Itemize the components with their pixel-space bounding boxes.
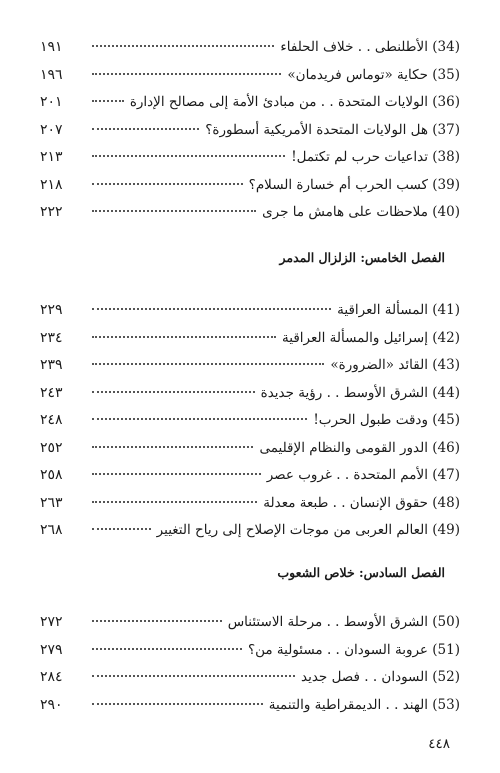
page-number: ٢٨٤ <box>40 669 63 685</box>
toc-section-top <box>40 34 460 227</box>
page-number: ٢٥٢ <box>40 439 63 456</box>
toc-entry[interactable] <box>40 517 460 545</box>
page-number: ٢١٨ <box>40 176 63 193</box>
leader-dots <box>92 154 285 157</box>
leader-dots <box>92 472 261 475</box>
entry-title: (39) كسب الحرب أم خسارة السلام؟ <box>248 176 460 193</box>
toc-entry[interactable] <box>40 117 460 145</box>
toc-entry[interactable] <box>40 297 460 325</box>
toc-entry[interactable] <box>40 144 460 172</box>
entry-title: (36) الولايات المتحدة . . من مبادئ الأمة إلى مصالح الإدارة <box>129 94 460 110</box>
leader-dots <box>92 307 331 310</box>
toc-entry[interactable] <box>40 62 460 90</box>
toc-section-chapter6 <box>40 609 460 719</box>
entry-title: (53) الهند . . الديمقراطية والتنمية <box>268 696 460 713</box>
entry-title: (52) السودان . . فصل جديد <box>301 669 460 685</box>
page-number: ٢٣٩ <box>40 357 63 373</box>
page-number: ٢٠٧ <box>40 121 63 138</box>
page-number: ٢٢٩ <box>40 302 63 318</box>
page-number: ٢٩٠ <box>40 696 63 713</box>
toc-entry[interactable] <box>40 692 460 720</box>
toc-entry[interactable] <box>40 435 460 463</box>
page-number: ٢٧٩ <box>40 641 63 658</box>
entry-title: (38) تداعيات حرب لم تكتمل! <box>291 149 460 165</box>
toc-entry[interactable] <box>40 637 460 665</box>
leader-dots <box>92 99 124 102</box>
leader-dots <box>92 362 324 365</box>
page-number: ٢١٣ <box>40 149 63 165</box>
leader-dots <box>92 619 222 622</box>
entry-title: (49) العالم العربى من موجات الإصلاح إلى رياح التغيير <box>156 522 460 538</box>
entry-title: (37) هل الولايات المتحدة الأمريكية أسطورة؟ <box>205 121 460 138</box>
leader-dots <box>92 527 151 530</box>
chapter-heading: الفصل السادس: خلاص الشعوب <box>277 565 445 580</box>
leader-dots <box>92 647 242 650</box>
toc-entry[interactable] <box>40 609 460 637</box>
chapter-heading: الفصل الخامس: الزلزال المدمر <box>279 250 445 265</box>
page-number: ٢٤٨ <box>40 412 63 428</box>
leader-dots <box>92 44 274 47</box>
leader-dots <box>92 72 281 75</box>
toc-entry[interactable] <box>40 490 460 518</box>
leader-dots <box>92 674 295 677</box>
page-number: ٢٢٢ <box>40 204 63 220</box>
page-number: ٢٤٣ <box>40 384 63 401</box>
page-number: ٢٥٨ <box>40 467 63 483</box>
page-number: ١٩١ <box>40 39 63 55</box>
leader-dots <box>92 500 257 503</box>
leader-dots <box>92 209 256 212</box>
entry-title: (42) إسرائيل والمسألة العراقية <box>282 329 460 346</box>
entry-title: (40) ملاحظات على هامش ما جرى <box>262 204 460 220</box>
entry-title: (35) حكاية «توماس فريدمان» <box>287 66 460 83</box>
entry-title: (34) الأطلنطى . . خلاف الحلفاء <box>280 39 460 55</box>
leader-dots <box>92 417 307 420</box>
leader-dots <box>92 335 276 338</box>
entry-title: (43) القائد «الضرورة» <box>330 357 460 373</box>
leader-dots <box>92 182 243 185</box>
toc-section-chapter5 <box>40 297 460 545</box>
entry-title: (46) الدور القومى والنظام الإقليمى <box>259 439 460 456</box>
page-folio: ٤٤٨ <box>428 736 450 752</box>
leader-dots <box>92 127 199 130</box>
toc-entry[interactable] <box>40 199 460 227</box>
page-number: ٢٠١ <box>40 94 63 110</box>
entry-title: (44) الشرق الأوسط . . رؤية جديدة <box>260 384 460 401</box>
toc-entry[interactable] <box>40 325 460 353</box>
toc-entry[interactable] <box>40 664 460 692</box>
entry-title: (50) الشرق الأوسط . . مرحلة الاستئناس <box>227 614 460 630</box>
page-number: ١٩٦ <box>40 66 63 83</box>
toc-entry[interactable] <box>40 352 460 380</box>
leader-dots <box>92 702 263 705</box>
entry-title: (41) المسألة العراقية <box>337 302 460 318</box>
entry-title: (51) عروبة السودان . . مسئولية من؟ <box>247 641 460 658</box>
leader-dots <box>92 390 255 393</box>
page-number: ٢٦٣ <box>40 494 63 511</box>
entry-title: (45) ودقت طبول الحرب! <box>313 412 460 428</box>
leader-dots <box>92 445 253 448</box>
entry-title: (47) الأمم المتحدة . . غروب عصر <box>266 467 460 483</box>
entry-title: (48) حقوق الإنسان . . طبعة معدلة <box>263 494 460 511</box>
toc-entry[interactable] <box>40 34 460 62</box>
toc-entry[interactable] <box>40 380 460 408</box>
page-number: ٢٧٢ <box>40 614 63 630</box>
toc-entry[interactable] <box>40 462 460 490</box>
toc-entry[interactable] <box>40 89 460 117</box>
toc-entry[interactable] <box>40 172 460 200</box>
page-number: ٢٣٤ <box>40 329 63 346</box>
page-number: ٢٦٨ <box>40 522 63 538</box>
toc-entry[interactable] <box>40 407 460 435</box>
